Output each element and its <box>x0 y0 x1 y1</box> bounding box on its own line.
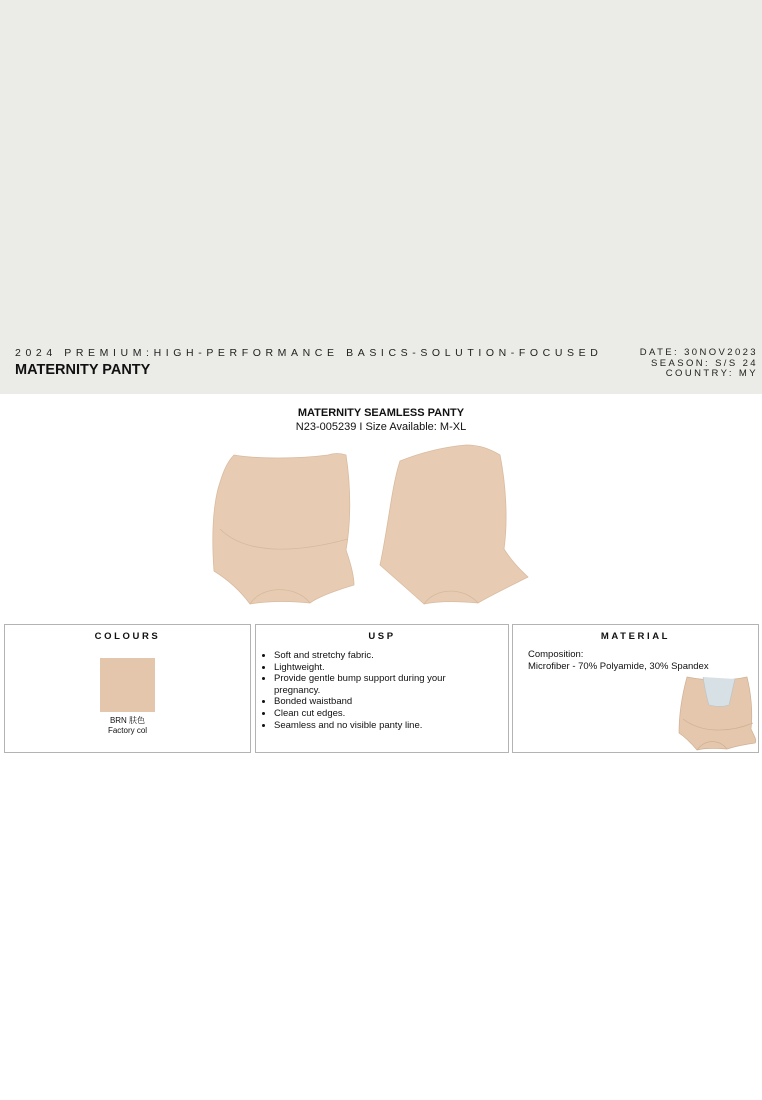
garment-front-image <box>206 425 366 610</box>
collection-title: 2024 PREMIUM:HIGH-PERFORMANCE BASICS-SOLUTION-FOCUSED <box>15 347 603 359</box>
usp-panel <box>255 624 509 753</box>
header-band <box>0 0 762 394</box>
material-panel <box>512 624 759 753</box>
product-title: MATERNITY SEAMLESS PANTY <box>297 407 465 419</box>
product-heading: MATERNITY PANTY <box>15 362 151 378</box>
garment-back-image <box>372 425 532 610</box>
swatch-note: Factory col <box>107 726 148 735</box>
swatch-name: BRN 肤色 <box>109 716 146 725</box>
colour-swatch-brn <box>100 658 155 712</box>
usp-item: • Bonded waistband <box>274 696 492 708</box>
swatch-label <box>5 716 250 736</box>
usp-list <box>263 650 492 731</box>
usp-item: • Lightweight. <box>274 662 492 674</box>
usp-item: • Clean cut edges. <box>274 708 492 720</box>
product-subtitle: N23-005239 I Size Available: M-XL <box>295 421 467 433</box>
composition-label: Composition: <box>528 649 584 660</box>
material-title: MATERIAL <box>600 631 671 642</box>
material-text <box>528 649 709 672</box>
fabric-photo <box>677 673 757 751</box>
usp-item: • Seamless and no visible panty line. <box>274 720 492 732</box>
usp-item: • Soft and stretchy fabric. <box>274 650 492 662</box>
meta-block <box>640 348 758 380</box>
usp-item: • Provide gentle bump support during your pregnancy. <box>274 673 492 696</box>
colours-title: COLOURS <box>94 631 161 642</box>
country-label: COUNTRY: MY <box>665 368 758 379</box>
date-label: DATE: 30NOV2023 <box>639 347 758 358</box>
composition-value: Microfiber - 70% Polyamide, 30% Spandex <box>528 660 709 672</box>
colours-panel <box>4 624 251 753</box>
season-label: SEASON: S/S 24 <box>651 357 758 369</box>
usp-title: USP <box>368 631 396 642</box>
